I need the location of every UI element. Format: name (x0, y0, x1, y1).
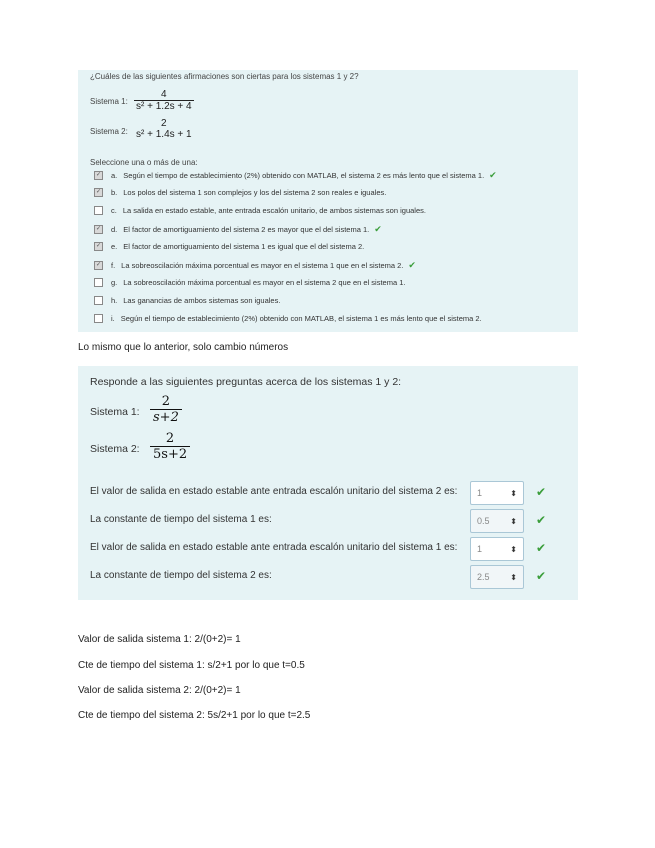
question-intro-2: Responde a las siguientes preguntas acerca de los sistemas 1 y 2: (90, 376, 402, 388)
option-text: La sobreoscilación máxima porcentual es mayor en el sistema 2 que en el sistema 1. (123, 278, 406, 287)
option-text: El factor de amortiguamiento del sistema 1 es igual que el del sistema 2. (123, 242, 365, 251)
answer-select-value: 0.5 (477, 516, 490, 526)
option-letter: g. (111, 278, 118, 287)
option-row[interactable] (94, 278, 406, 287)
check-icon: ✔ (489, 170, 497, 180)
option-text: La salida en estado estable, ante entrada escalón unitario, de ambos sistemas son iguales. (122, 206, 426, 215)
quiz-block-2 (78, 366, 578, 600)
system-1-label-2: Sistema 1: (90, 406, 140, 418)
question-row-label: El valor de salida en estado estable ante entrada escalón unitario del sistema 2 es: (90, 486, 458, 497)
option-text: Según el tiempo de establecimiento (2%) obtenido con MATLAB, el sistema 2 es más lento que el sistema 1. (123, 171, 485, 180)
answer-select[interactable] (470, 481, 524, 505)
check-icon: ✔ (536, 485, 547, 499)
option-letter: i. (111, 314, 115, 323)
system-1-denominator: s² + 1.2s + 4 (136, 101, 192, 112)
answer-line: Cte de tiempo del sistema 2: 5s/2+1 por lo que t=2.5 (78, 710, 311, 721)
option-row[interactable] (94, 296, 280, 305)
answer-line: Valor de salida sistema 1: 2/(0+2)= 1 (78, 634, 241, 645)
option-checkbox[interactable]: ✓ (95, 172, 102, 178)
answer-select-value: 1 (477, 544, 483, 554)
option-row[interactable] (94, 224, 382, 235)
check-icon: ✔ (536, 513, 547, 527)
system-2-transfer-function (134, 118, 194, 140)
system-2-numerator-2: 2 (165, 431, 175, 446)
answer-select[interactable] (470, 565, 524, 589)
option-row[interactable] (94, 314, 482, 323)
option-row[interactable] (94, 242, 364, 251)
system-1-denominator-2: s+2 (150, 409, 182, 425)
option-text: Según el tiempo de establecimiento (2%) obtenido con MATLAB, el sistema 1 es más lento que el sistema 2. (120, 314, 482, 323)
option-row[interactable] (94, 188, 386, 197)
system-1-numerator-2: 2 (161, 394, 171, 409)
system-2-denominator-2: 5s+2 (150, 446, 190, 462)
option-checkbox[interactable] (94, 296, 103, 305)
answer-select[interactable] (470, 537, 524, 561)
option-checkbox[interactable] (94, 314, 103, 323)
option-text: Las ganancias de ambos sistemas son iguales. (123, 296, 281, 305)
system-1-transfer-function-2 (150, 394, 182, 425)
option-checkbox[interactable] (94, 206, 103, 215)
option-row[interactable] (94, 170, 497, 181)
select-instruction: Seleccione una o más de una: (90, 158, 198, 167)
option-text: El factor de amortiguamiento del sistema 2 es mayor que el del sistema 1. (123, 225, 370, 234)
option-checkbox[interactable]: ✓ (95, 226, 102, 232)
check-icon: ✔ (536, 569, 547, 583)
quiz-block-1 (78, 70, 578, 332)
select-arrows-icon: ⬍ (510, 572, 517, 582)
answer-select-value: 1 (477, 488, 483, 498)
option-letter: h. (111, 296, 118, 305)
check-icon: ✔ (408, 260, 416, 270)
option-letter: a. (111, 171, 118, 180)
option-row[interactable] (94, 260, 416, 271)
question-intro: ¿Cuáles de las siguientes afirmaciones son ciertas para los sistemas 1 y 2? (90, 72, 359, 81)
system-2-label-2: Sistema 2: (90, 443, 140, 455)
option-letter: d. (111, 225, 118, 234)
option-checkbox[interactable] (94, 278, 103, 287)
system-1-transfer-function (134, 89, 194, 112)
select-arrows-icon: ⬍ (510, 488, 517, 498)
question-row-label: La constante de tiempo del sistema 2 es: (90, 570, 272, 581)
option-letter: e. (111, 242, 118, 251)
caption-text: Lo mismo que lo anterior, solo cambio números (78, 342, 289, 353)
option-letter: c. (111, 206, 117, 215)
system-2-transfer-function-2 (150, 431, 190, 462)
system-2-numerator: 2 (161, 118, 167, 129)
option-letter: b. (111, 188, 118, 197)
answer-line: Valor de salida sistema 2: 2/(0+2)= 1 (78, 685, 241, 696)
select-arrows-icon: ⬍ (510, 544, 517, 554)
check-icon: ✔ (374, 224, 382, 234)
option-row[interactable] (94, 206, 426, 215)
option-text: La sobreoscilación máxima porcentual es mayor en el sistema 1 que en el sistema 2. (121, 261, 404, 270)
check-icon: ✔ (536, 541, 547, 555)
option-checkbox[interactable]: ✓ (95, 262, 102, 268)
answer-select-value: 2.5 (477, 572, 490, 582)
option-letter: f. (111, 261, 116, 270)
system-2-denominator: s² + 1.4s + 1 (136, 129, 192, 140)
select-arrows-icon: ⬍ (510, 516, 517, 526)
option-checkbox[interactable]: ✓ (95, 243, 102, 249)
answer-line: Cte de tiempo del sistema 1: s/2+1 por lo que t=0.5 (78, 660, 305, 671)
question-row-label: La constante de tiempo del sistema 1 es: (90, 514, 272, 525)
system-1-numerator: 4 (161, 89, 167, 100)
question-row-label: El valor de salida en estado estable ante entrada escalón unitario del sistema 1 es: (90, 542, 458, 553)
answer-select[interactable] (470, 509, 524, 533)
option-text: Los polos del sistema 1 son complejos y los del sistema 2 son reales e iguales. (123, 188, 387, 197)
option-checkbox[interactable]: ✓ (95, 189, 102, 195)
system-1-label: Sistema 1: (90, 97, 128, 106)
system-2-label: Sistema 2: (90, 127, 128, 136)
